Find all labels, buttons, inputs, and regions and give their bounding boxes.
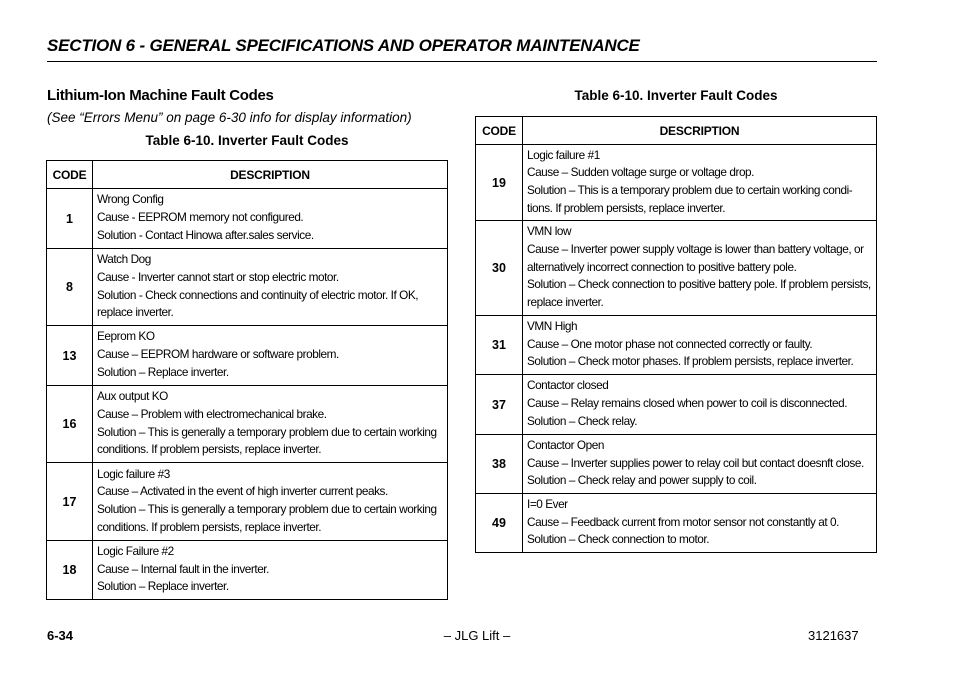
description-line: Cause – Activated in the event of high inverter current peaks. bbox=[97, 484, 388, 499]
fault-description bbox=[523, 435, 877, 494]
fault-code-row bbox=[47, 189, 448, 249]
description-line: Cause – Inverter power supply voltage is lower than battery voltage, or bbox=[527, 241, 864, 256]
description-line: Solution – This is generally a temporary problem due to certain working bbox=[97, 424, 437, 439]
description-line: Solution – Replace inverter. bbox=[97, 364, 229, 379]
description-line: Cause - EEPROM memory not configured. bbox=[97, 210, 304, 225]
fault-code: 8 bbox=[47, 249, 93, 326]
fault-code: 13 bbox=[47, 326, 93, 386]
fault-description bbox=[93, 541, 448, 600]
description-line: Solution – This is a temporary problem due to certain working condi- bbox=[527, 183, 853, 197]
description-line: conditions. If problem persists, replace inverter. bbox=[97, 442, 322, 457]
left-table-body bbox=[47, 189, 448, 600]
description-line: Contactor Open bbox=[527, 437, 604, 452]
fault-code-row bbox=[476, 375, 877, 435]
fault-code-row bbox=[476, 494, 877, 553]
fault-code: 37 bbox=[476, 375, 523, 435]
description-line: Contactor closed bbox=[527, 378, 609, 393]
errors-menu-reference: (See “Errors Menu” on page 6-30 info for display information) bbox=[47, 110, 412, 125]
fault-code-row bbox=[47, 541, 448, 600]
description-line: Cause - Inverter cannot start or stop electric motor. bbox=[97, 269, 339, 284]
fault-description bbox=[523, 221, 877, 316]
description-line: Cause – EEPROM hardware or software problem. bbox=[97, 347, 339, 362]
footer-publisher: – JLG Lift – bbox=[443, 628, 511, 643]
description-line: Cause – Relay remains closed when power to coil is disconnected. bbox=[527, 396, 848, 411]
fault-code: 19 bbox=[476, 145, 523, 221]
fault-code-row bbox=[476, 435, 877, 494]
fault-description bbox=[523, 375, 877, 435]
fault-description bbox=[93, 386, 448, 463]
fault-description bbox=[93, 189, 448, 249]
fault-code-row bbox=[47, 326, 448, 386]
fault-code: 17 bbox=[47, 463, 93, 541]
code-column-header: CODE bbox=[47, 161, 93, 189]
description-line: VMN low bbox=[527, 224, 572, 239]
description-line: Cause – Inverter supplies power to relay coil but contact doesnft close. bbox=[527, 455, 864, 470]
fault-code: 16 bbox=[47, 386, 93, 463]
description-line: Solution - Contact Hinowa after.sales service. bbox=[97, 227, 314, 242]
right-fault-table bbox=[475, 116, 877, 553]
section-divider bbox=[47, 61, 877, 62]
fault-code: 31 bbox=[476, 316, 523, 375]
description-line: VMN High bbox=[527, 318, 578, 333]
fault-code: 38 bbox=[476, 435, 523, 494]
description-line: I=0 Ever bbox=[527, 496, 568, 511]
left-fault-table bbox=[46, 160, 448, 600]
description-line: Logic Failure #2 bbox=[97, 543, 174, 558]
fault-code-row bbox=[47, 386, 448, 463]
description-line: Solution – Check motor phases. If problem persists, replace inverter. bbox=[527, 354, 854, 369]
description-line: tions. If problem persists, replace inverter. bbox=[527, 200, 726, 215]
description-line: Wrong Config bbox=[97, 192, 164, 207]
fault-code: 49 bbox=[476, 494, 523, 553]
fault-description bbox=[523, 494, 877, 553]
description-line: Solution – Replace inverter. bbox=[97, 579, 229, 594]
code-column-header: CODE bbox=[476, 117, 523, 145]
fault-code: 18 bbox=[47, 541, 93, 600]
fault-description bbox=[523, 145, 877, 221]
description-line: Watch Dog bbox=[97, 252, 151, 267]
fault-description bbox=[523, 316, 877, 375]
description-line: Solution – Check relay and power supply to coil. bbox=[527, 473, 757, 488]
description-column-header: DESCRIPTION bbox=[93, 161, 448, 189]
fault-code-row bbox=[47, 463, 448, 541]
fault-description bbox=[93, 463, 448, 541]
description-column-header: DESCRIPTION bbox=[523, 117, 877, 145]
section-title: SECTION 6 - GENERAL SPECIFICATIONS AND OPERATOR MAINTENANCE bbox=[47, 36, 640, 55]
description-line: alternatively incorrect connection to positive battery pole. bbox=[527, 259, 797, 274]
description-line: Solution - Check connections and continuity of electric motor. If OK, bbox=[97, 287, 419, 302]
description-line: Cause – Feedback current from motor sensor not constantly at 0. bbox=[527, 514, 839, 529]
fault-code-row bbox=[47, 249, 448, 326]
description-line: Logic failure #3 bbox=[97, 466, 170, 481]
right-table-caption: Table 6-10. Inverter Fault Codes bbox=[574, 88, 778, 103]
description-line: conditions. If problem persists, replace inverter. bbox=[97, 519, 322, 534]
description-line: Aux output KO bbox=[97, 389, 168, 404]
description-line: Cause – Problem with electromechanical brake. bbox=[97, 406, 327, 421]
page-number: 6-34 bbox=[47, 628, 74, 643]
description-line: replace inverter. bbox=[527, 295, 604, 310]
description-line: Solution – Check connection to positive battery pole. If problem persists, bbox=[527, 277, 871, 292]
fault-code: 1 bbox=[47, 189, 93, 249]
document-number: 3121637 bbox=[808, 628, 859, 643]
fault-codes-heading: Lithium-Ion Machine Fault Codes bbox=[47, 87, 274, 104]
right-table-body bbox=[476, 145, 877, 553]
left-table-caption: Table 6-10. Inverter Fault Codes bbox=[145, 133, 349, 148]
fault-code: 30 bbox=[476, 221, 523, 316]
fault-description bbox=[93, 326, 448, 386]
description-line: Cause – One motor phase not connected correctly or faulty. bbox=[527, 336, 813, 351]
description-line: Logic failure #1 bbox=[527, 147, 600, 162]
description-line: Cause – Sudden voltage surge or voltage drop. bbox=[527, 165, 754, 180]
description-line: Solution – Check connection to motor. bbox=[527, 532, 710, 547]
description-line: replace inverter. bbox=[97, 305, 174, 320]
fault-description bbox=[93, 249, 448, 326]
fault-code-row bbox=[476, 145, 877, 221]
description-line: Eeprom KO bbox=[97, 329, 155, 344]
fault-code-row bbox=[476, 221, 877, 316]
description-line: Solution – Check relay. bbox=[527, 413, 638, 428]
fault-code-row bbox=[476, 316, 877, 375]
description-line: Cause – Internal fault in the inverter. bbox=[97, 561, 269, 576]
description-line: Solution – This is generally a temporary problem due to certain working bbox=[97, 502, 437, 516]
